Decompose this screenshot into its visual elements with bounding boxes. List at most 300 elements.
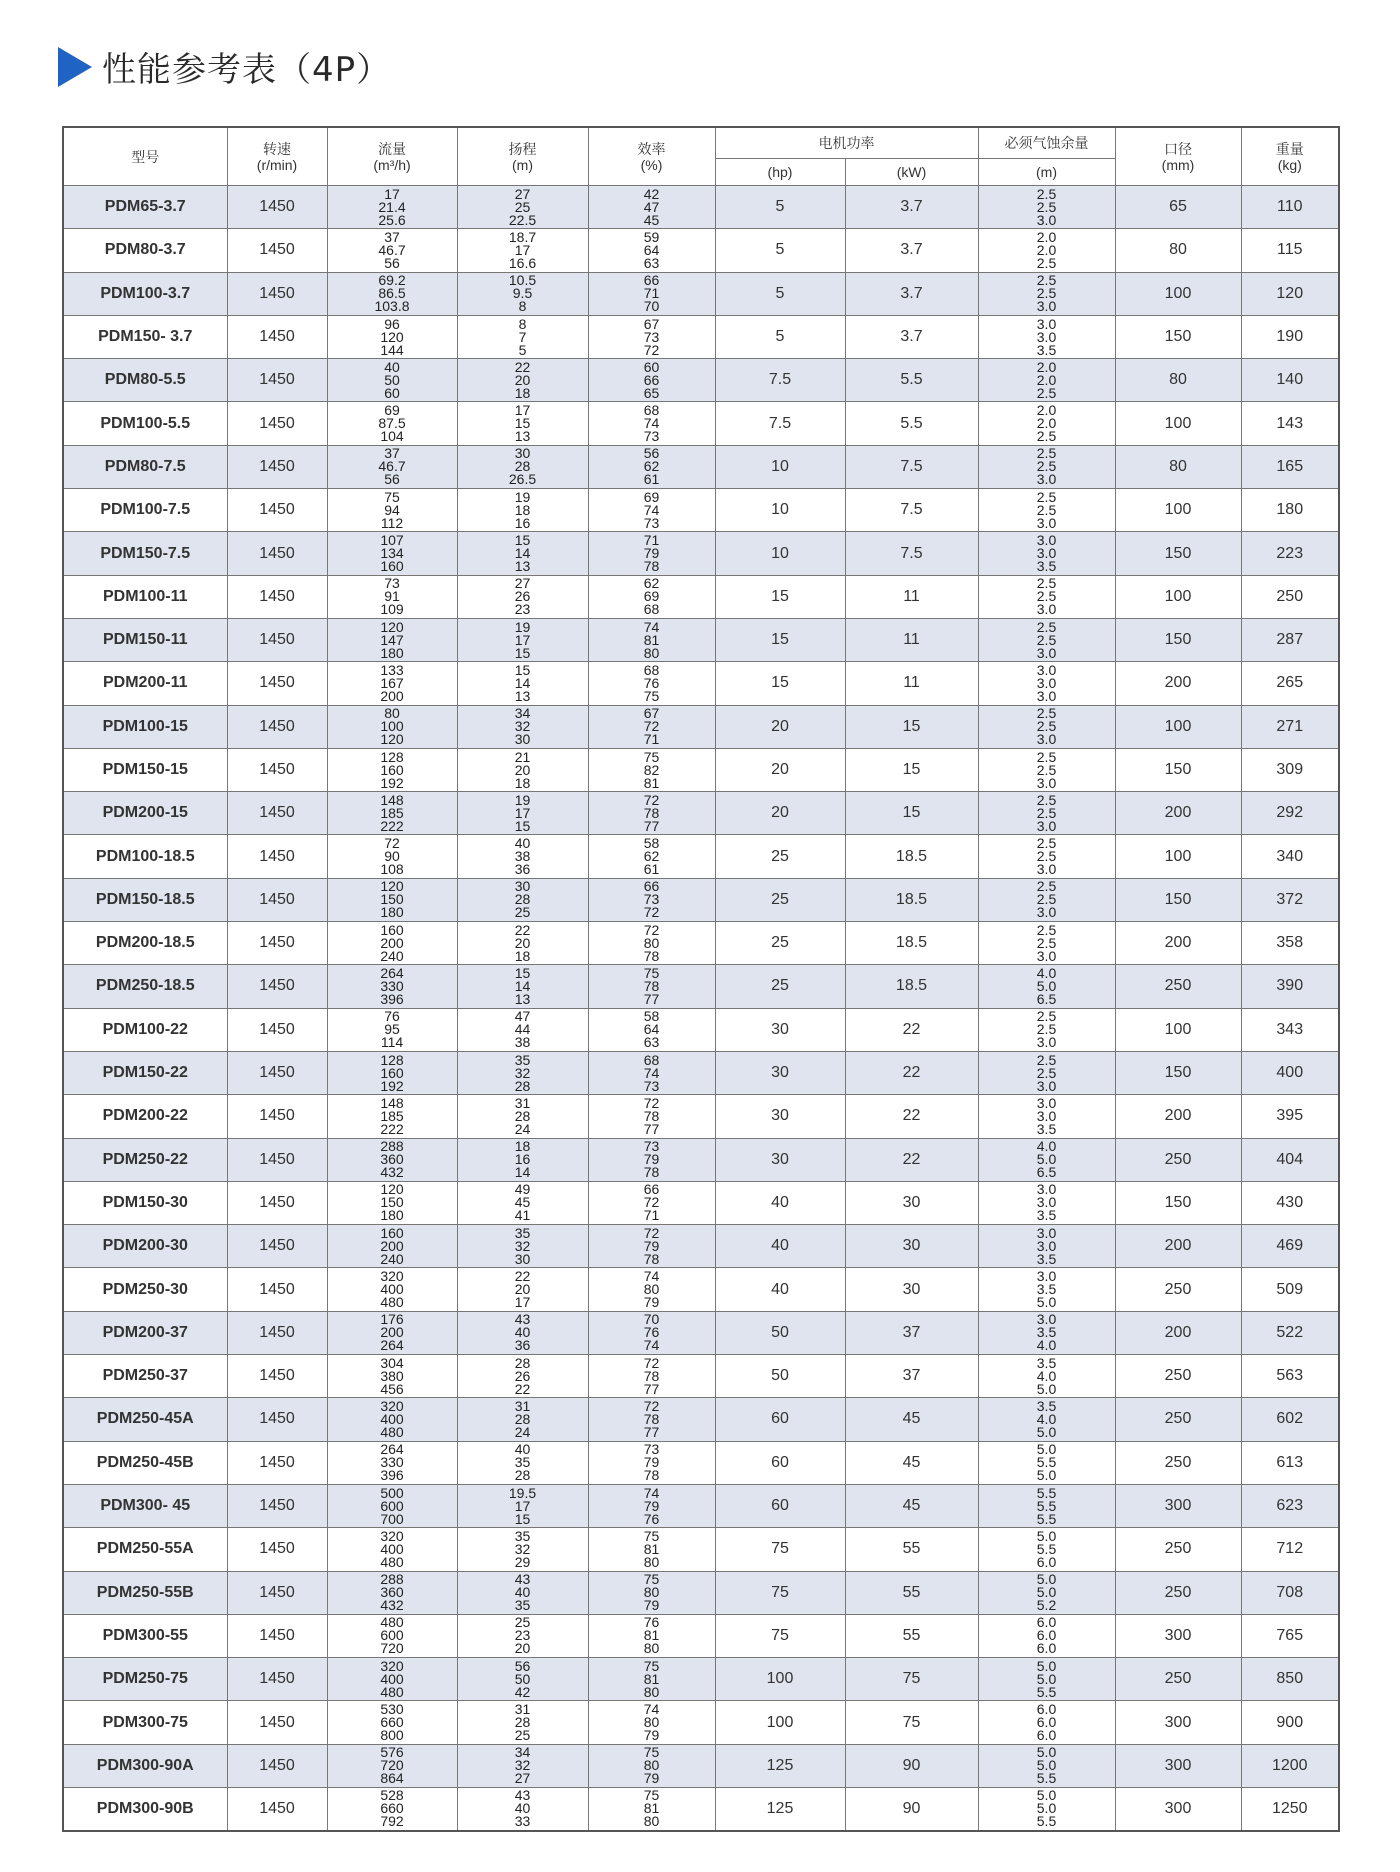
weight-cell: 190 [1241,315,1339,358]
table-body [63,186,1339,1831]
flow-cell-value: 192 [380,774,404,791]
flow-cell [327,1484,457,1527]
diameter-cell: 150 [1115,1181,1241,1224]
npsh-cell-value: 2.5 [1036,848,1057,865]
diameter-cell: 100 [1115,1008,1241,1051]
npsh-cell-value: 3.0 [1036,1077,1057,1094]
speed-cell: 1450 [227,229,327,272]
model-cell: PDM150-11 [63,618,227,661]
diameter-cell: 150 [1115,878,1241,921]
page-title [58,42,391,91]
weight-cell: 712 [1241,1528,1339,1571]
efficiency-cell-value: 71 [643,285,660,302]
head-cell-value: 28 [514,458,531,475]
efficiency-cell [588,748,715,791]
npsh-cell [978,1311,1115,1354]
triangle-bullet-icon [58,47,92,87]
npsh-cell-value: 5.0 [1036,1744,1057,1761]
hp-cell: 10 [715,532,845,575]
flow-cell-value: 86.5 [378,285,406,302]
diameter-cell: 250 [1115,965,1241,1008]
head-cell [457,272,588,315]
head-cell-value: 13 [514,687,531,704]
model-cell: PDM150-30 [63,1181,227,1224]
hp-cell: 100 [715,1658,845,1701]
efficiency-cell [588,965,715,1008]
npsh-cell-value: 2.5 [1036,718,1057,735]
efficiency-cell-value: 42 [643,185,660,202]
header-efficiency: 效率 (%) [588,127,715,186]
weight-cell: 292 [1241,792,1339,835]
hp-cell: 25 [715,835,845,878]
head-cell [457,705,588,748]
efficiency-cell-value: 70 [643,298,660,315]
efficiency-cell-value: 70 [643,1311,660,1328]
diameter-cell: 250 [1115,1441,1241,1484]
head-cell-value: 18 [514,501,531,518]
head-cell-value: 17 [514,402,531,419]
hp-cell: 20 [715,705,845,748]
efficiency-cell-value: 77 [643,1423,660,1440]
npsh-cell-value: 5.0 [1036,1787,1057,1804]
flow-cell-value: 69 [384,402,400,419]
flow-cell-value: 87.5 [378,415,406,432]
npsh-cell-value: 2.5 [1036,921,1057,938]
efficiency-cell-value: 72 [643,904,660,921]
efficiency-cell-value: 78 [643,1410,660,1427]
flow-cell-value: 103.8 [374,298,410,315]
kw-cell: 75 [845,1701,978,1744]
npsh-cell-value: 2.0 [1036,358,1057,375]
npsh-cell-value: 3.0 [1036,1034,1057,1051]
flow-cell-value: 200 [380,687,404,704]
npsh-cell-value: 3.0 [1036,1311,1057,1328]
head-cell-value: 32 [514,1064,531,1081]
npsh-cell-value: 3.0 [1036,1224,1057,1241]
head-cell-value: 13 [514,428,531,445]
head-cell-value: 8 [518,298,527,315]
efficiency-cell-value: 62 [643,575,660,592]
npsh-cell-value: 5.0 [1036,1670,1057,1687]
head-cell [457,445,588,488]
head-cell-value: 19 [514,618,531,635]
npsh-cell-value: 3.0 [1036,298,1057,315]
efficiency-cell-value: 68 [643,402,660,419]
model-cell: PDM200-15 [63,792,227,835]
head-cell-value: 18 [514,774,531,791]
npsh-cell-value: 5.0 [1036,1294,1057,1311]
efficiency-cell-value: 73 [643,1441,660,1458]
efficiency-cell-value: 79 [643,1454,660,1471]
flow-cell-value: 80 [384,705,400,722]
npsh-cell-value: 5.2 [1036,1597,1057,1614]
kw-cell: 45 [845,1398,978,1441]
efficiency-cell-value: 79 [643,1497,660,1514]
npsh-cell-value: 3.0 [1036,545,1057,562]
hp-cell: 20 [715,748,845,791]
head-cell-value: 40 [514,1584,531,1601]
weight-cell: 708 [1241,1571,1339,1614]
head-cell-value: 27 [514,575,531,592]
speed-cell: 1450 [227,1528,327,1571]
npsh-cell [978,922,1115,965]
head-cell-value: 30 [514,731,531,748]
head-cell-value: 43 [514,1787,531,1804]
efficiency-cell-value: 79 [643,1597,660,1614]
flow-cell-value: 200 [380,1324,404,1341]
efficiency-cell-value: 72 [643,1094,660,1111]
hp-cell: 40 [715,1225,845,1268]
efficiency-cell [588,792,715,835]
npsh-cell [978,1658,1115,1701]
head-cell-value: 25 [514,904,531,921]
npsh-cell-value: 3.0 [1036,1094,1057,1111]
efficiency-cell [588,445,715,488]
model-cell: PDM65-3.7 [63,186,227,229]
speed-cell: 1450 [227,315,327,358]
efficiency-cell-value: 81 [643,1627,660,1644]
weight-cell: 1250 [1241,1787,1339,1830]
flow-cell-value: 240 [380,1250,404,1267]
diameter-cell: 80 [1115,445,1241,488]
speed-cell: 1450 [227,445,327,488]
efficiency-cell-value: 61 [643,471,660,488]
npsh-cell-value: 2.5 [1036,254,1057,271]
efficiency-cell-value: 62 [643,848,660,865]
flow-cell-value: 480 [380,1553,404,1570]
table-row [63,1181,1339,1224]
head-cell-value: 35 [514,1224,531,1241]
efficiency-cell-value: 74 [643,1064,660,1081]
flow-cell [327,792,457,835]
efficiency-cell [588,575,715,618]
flow-cell-value: 396 [380,990,404,1007]
flow-cell [327,835,457,878]
npsh-cell [978,1398,1115,1441]
hp-cell: 5 [715,315,845,358]
efficiency-cell [588,1744,715,1787]
flow-cell [327,965,457,1008]
flow-cell-value: 792 [380,1813,404,1830]
head-cell-value: 28 [514,1467,531,1484]
weight-cell: 120 [1241,272,1339,315]
diameter-cell: 80 [1115,359,1241,402]
efficiency-cell-value: 79 [643,545,660,562]
npsh-cell [978,1225,1115,1268]
diameter-cell: 100 [1115,705,1241,748]
flow-cell-value: 360 [380,1584,404,1601]
npsh-cell [978,1484,1115,1527]
kw-cell: 18.5 [845,922,978,965]
model-cell: PDM100-7.5 [63,489,227,532]
diameter-cell: 250 [1115,1571,1241,1614]
head-cell-value: 30 [514,1250,531,1267]
flow-cell [327,1138,457,1181]
efficiency-cell-value: 74 [643,1701,660,1718]
efficiency-cell-value: 71 [643,1207,660,1224]
speed-cell: 1450 [227,922,327,965]
npsh-cell-value: 5.0 [1036,1584,1057,1601]
head-cell-value: 42 [514,1683,531,1700]
efficiency-cell-value: 78 [643,977,660,994]
kw-cell: 22 [845,1008,978,1051]
speed-cell: 1450 [227,1744,327,1787]
speed-cell: 1450 [227,1701,327,1744]
npsh-cell-value: 3.5 [1036,1207,1057,1224]
hp-cell: 60 [715,1441,845,1484]
flow-cell [327,1571,457,1614]
speed-cell: 1450 [227,748,327,791]
npsh-cell [978,1268,1115,1311]
efficiency-cell-value: 80 [643,1813,660,1830]
flow-cell-value: 720 [380,1640,404,1657]
table-row [63,359,1339,402]
table-row [63,532,1339,575]
head-cell-value: 17 [514,1294,531,1311]
npsh-cell-value: 4.0 [1036,1367,1057,1384]
flow-cell-value: 114 [380,1034,404,1051]
npsh-cell [978,792,1115,835]
efficiency-cell-value: 78 [643,1467,660,1484]
npsh-cell-value: 2.0 [1036,415,1057,432]
flow-cell-value: 133 [380,661,404,678]
speed-cell: 1450 [227,965,327,1008]
flow-cell [327,1268,457,1311]
npsh-cell-value: 3.5 [1036,1324,1057,1341]
speed-cell: 1450 [227,878,327,921]
npsh-cell-value: 5.0 [1036,1571,1057,1588]
table-row [63,662,1339,705]
flow-cell [327,922,457,965]
head-cell-value: 22 [514,1380,531,1397]
npsh-cell-value: 3.0 [1036,211,1057,228]
table-row [63,1701,1339,1744]
npsh-cell-value: 3.0 [1036,601,1057,618]
efficiency-cell-value: 80 [643,1683,660,1700]
kw-cell: 5.5 [845,402,978,445]
flow-cell [327,532,457,575]
efficiency-cell [588,1051,715,1094]
head-cell-value: 14 [514,674,531,691]
hp-cell: 15 [715,662,845,705]
head-cell [457,1138,588,1181]
npsh-cell [978,315,1115,358]
head-cell-value: 8 [518,315,527,332]
head-cell [457,186,588,229]
flow-cell-value: 600 [380,1627,404,1644]
npsh-cell-value: 6.0 [1036,1701,1057,1718]
diameter-cell: 100 [1115,402,1241,445]
efficiency-cell-value: 78 [643,1250,660,1267]
flow-cell-value: 94 [384,501,400,518]
efficiency-cell-value: 73 [643,514,660,531]
table-row [63,1571,1339,1614]
flow-cell-value: 72 [384,835,400,852]
efficiency-cell-value: 74 [643,1484,660,1501]
kw-cell: 3.7 [845,186,978,229]
table-row [63,1268,1339,1311]
npsh-cell-value: 6.5 [1036,990,1057,1007]
table-row [63,186,1339,229]
kw-cell: 15 [845,792,978,835]
weight-cell: 343 [1241,1008,1339,1051]
npsh-cell-value: 2.5 [1036,618,1057,635]
head-cell [457,1701,588,1744]
head-cell-value: 34 [514,1744,531,1761]
head-cell-value: 40 [514,1441,531,1458]
flow-cell-value: 104 [380,428,404,445]
kw-cell: 22 [845,1051,978,1094]
efficiency-cell-value: 63 [643,254,660,271]
head-cell-value: 32 [514,1237,531,1254]
speed-cell: 1450 [227,1225,327,1268]
npsh-cell-value: 6.0 [1036,1553,1057,1570]
hp-cell: 30 [715,1095,845,1138]
flow-cell-value: 480 [380,1423,404,1440]
speed-cell: 1450 [227,1658,327,1701]
flow-cell [327,1744,457,1787]
efficiency-cell [588,489,715,532]
head-cell [457,1225,588,1268]
head-cell-value: 18 [514,384,531,401]
kw-cell: 30 [845,1268,978,1311]
flow-cell-value: 432 [380,1597,404,1614]
head-cell [457,1787,588,1830]
head-cell-value: 22 [514,921,531,938]
head-cell-value: 9.5 [512,285,533,302]
model-cell: PDM100-3.7 [63,272,227,315]
head-cell [457,662,588,705]
flow-cell [327,662,457,705]
efficiency-cell [588,878,715,921]
efficiency-cell-value: 73 [643,428,660,445]
flow-cell-value: 400 [380,1670,404,1687]
head-cell-value: 28 [514,891,531,908]
npsh-cell-value: 2.0 [1036,402,1057,419]
efficiency-cell-value: 65 [643,384,660,401]
model-cell: PDM100-18.5 [63,835,227,878]
npsh-cell-value: 3.0 [1036,904,1057,921]
head-cell-value: 49 [514,1181,531,1198]
npsh-cell [978,1138,1115,1181]
flow-cell [327,1355,457,1398]
flow-cell-value: 91 [384,588,400,605]
diameter-cell: 150 [1115,532,1241,575]
head-cell [457,575,588,618]
efficiency-cell [588,1138,715,1181]
diameter-cell: 150 [1115,1051,1241,1094]
efficiency-cell [588,402,715,445]
model-cell: PDM250-45B [63,1441,227,1484]
head-cell-value: 28 [514,1077,531,1094]
header-flow: 流量 (m³/h) [327,127,457,186]
efficiency-cell [588,359,715,402]
head-cell-value: 28 [514,1354,531,1371]
efficiency-cell-value: 71 [643,532,660,549]
flow-cell-value: 56 [384,471,400,488]
npsh-cell-value: 3.5 [1036,558,1057,575]
head-cell-value: 19 [514,488,531,505]
model-cell: PDM200-30 [63,1225,227,1268]
flow-cell [327,1701,457,1744]
efficiency-cell-value: 61 [643,861,660,878]
speed-cell: 1450 [227,835,327,878]
flow-cell-value: 660 [380,1800,404,1817]
table-row [63,575,1339,618]
npsh-cell-value: 3.5 [1036,1281,1057,1298]
efficiency-cell-value: 66 [643,1181,660,1198]
weight-cell: 358 [1241,922,1339,965]
flow-cell-value: 480 [380,1683,404,1700]
npsh-cell-value: 4.0 [1036,1138,1057,1155]
diameter-cell: 300 [1115,1484,1241,1527]
speed-cell: 1450 [227,489,327,532]
model-cell: PDM150-7.5 [63,532,227,575]
kw-cell: 22 [845,1095,978,1138]
speed-cell: 1450 [227,1311,327,1354]
weight-cell: 143 [1241,402,1339,445]
model-cell: PDM300-55 [63,1614,227,1657]
npsh-cell [978,1528,1115,1571]
weight-cell: 250 [1241,575,1339,618]
head-cell [457,1528,588,1571]
npsh-cell-value: 5.0 [1036,1380,1057,1397]
flow-cell-value: 222 [380,1120,404,1137]
npsh-cell-value: 3.0 [1036,1237,1057,1254]
model-cell: PDM300-90A [63,1744,227,1787]
npsh-cell-value: 3.0 [1036,471,1057,488]
head-cell-value: 31 [514,1094,531,1111]
speed-cell: 1450 [227,1355,327,1398]
kw-cell: 18.5 [845,835,978,878]
efficiency-cell-value: 75 [643,1571,660,1588]
table-row [63,402,1339,445]
efficiency-cell [588,1181,715,1224]
npsh-cell-value: 3.0 [1036,861,1057,878]
head-cell-value: 35 [514,1051,531,1068]
head-cell-value: 44 [514,1021,531,1038]
head-cell-value: 34 [514,705,531,722]
npsh-cell-value: 5.5 [1036,1683,1057,1700]
npsh-cell [978,1787,1115,1830]
head-cell [457,1398,588,1441]
model-cell: PDM100-11 [63,575,227,618]
hp-cell: 30 [715,1051,845,1094]
model-cell: PDM250-55A [63,1528,227,1571]
head-cell-value: 18 [514,947,531,964]
head-cell [457,1181,588,1224]
head-cell-value: 27 [514,185,531,202]
weight-cell: 140 [1241,359,1339,402]
kw-cell: 11 [845,662,978,705]
head-cell-value: 50 [514,1670,531,1687]
model-cell: PDM100-5.5 [63,402,227,445]
head-cell [457,1355,588,1398]
flow-cell [327,1398,457,1441]
efficiency-cell-value: 72 [643,921,660,938]
model-cell: PDM150-22 [63,1051,227,1094]
npsh-cell-value: 3.0 [1036,674,1057,691]
kw-cell: 3.7 [845,272,978,315]
kw-cell: 15 [845,705,978,748]
weight-cell: 110 [1241,186,1339,229]
head-cell-value: 18 [514,1138,531,1155]
table-row [63,1787,1339,1830]
efficiency-cell-value: 58 [643,835,660,852]
flow-cell-value: 185 [380,804,404,821]
efficiency-cell [588,1225,715,1268]
head-cell-value: 43 [514,1571,531,1588]
